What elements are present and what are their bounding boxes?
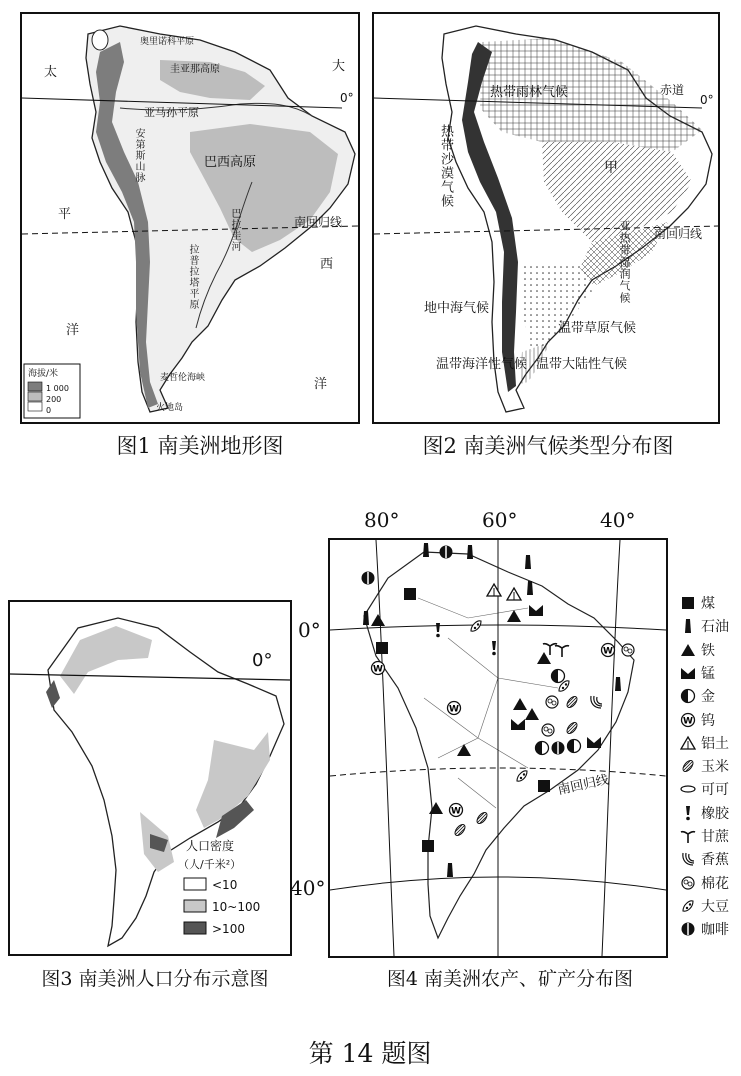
map1-magellan-label: 麦哲伦海峡 xyxy=(160,373,206,383)
map4-lon-80: 80° xyxy=(364,508,400,532)
gold-icon xyxy=(568,740,581,753)
coal-icon xyxy=(422,840,434,852)
map1-tropic-label: 南回归线 xyxy=(294,215,343,229)
map4-legend-label: 香蕉 xyxy=(701,852,729,869)
coal-icon xyxy=(404,588,416,600)
svg-text:W: W xyxy=(373,664,383,675)
resource-map xyxy=(328,538,668,958)
oil-icon xyxy=(423,543,429,557)
oil-icon xyxy=(467,545,473,559)
map4-legend-label: 金 xyxy=(701,689,715,706)
population-map xyxy=(8,600,292,956)
map4-legend-item xyxy=(680,710,715,730)
cocoa-icon xyxy=(680,781,696,797)
map1-legend-level-0: 0 xyxy=(46,406,52,415)
banana-icon xyxy=(680,851,696,867)
map1-ocean-pacific-1: 太 xyxy=(44,65,58,80)
map4-legend-item xyxy=(680,919,729,939)
map4-legend-label: 可可 xyxy=(701,782,729,799)
map4-legend-label: 钨 xyxy=(701,712,715,729)
cotton-icon xyxy=(622,644,634,656)
map4-legend-item xyxy=(680,779,729,799)
map1-guiana-label: 圭亚那高原 xyxy=(170,64,220,75)
map4-legend-label: 大豆 xyxy=(701,898,729,915)
map2-tropic-label: 南回归线 xyxy=(654,227,703,241)
map1-caption: 图1 南美洲地形图 xyxy=(116,434,284,458)
climate-map-svg xyxy=(372,12,720,424)
map4-legend-item xyxy=(680,873,729,893)
oil-icon xyxy=(363,611,369,625)
map1-legend-swatch-mid xyxy=(28,392,42,401)
map2-marine-label: 温带海洋性气候 xyxy=(436,357,528,372)
map4-legend-label: 石油 xyxy=(701,619,729,636)
coffee-icon xyxy=(680,921,696,937)
coffee-icon xyxy=(362,572,375,585)
map2-jia-label: 甲 xyxy=(604,160,618,176)
map4-legend-label: 甘蔗 xyxy=(701,829,729,845)
map4-legend-label: 锰 xyxy=(701,665,715,682)
map4-legend-item xyxy=(680,803,729,823)
tungsten-icon xyxy=(680,712,696,728)
map4-legend-item xyxy=(680,756,729,776)
svg-text:W: W xyxy=(683,716,693,726)
tungsten-icon xyxy=(448,702,461,715)
map4-lon-60: 60° xyxy=(482,508,518,532)
map1-icon-island xyxy=(92,30,108,50)
cotton-icon xyxy=(542,724,554,736)
tungsten-icon xyxy=(372,662,385,675)
map1-amazon-label: 亚马孙平原 xyxy=(144,106,199,119)
resource-map-svg xyxy=(328,538,668,958)
map4-legend-item xyxy=(680,826,729,846)
map3-legend-level-low: <10 xyxy=(212,878,238,892)
map4-legend-label: 咖啡 xyxy=(701,922,729,939)
map1-laplata-label: 拉普拉塔平原 xyxy=(187,244,198,310)
map1-legend-level-200: 200 xyxy=(46,395,62,404)
map4-legend-label: 玉米 xyxy=(701,759,729,776)
map4-legend-item xyxy=(680,896,729,916)
tungsten-icon xyxy=(602,644,615,657)
map4-legend xyxy=(680,593,741,953)
gold-icon xyxy=(536,742,549,755)
oil-icon xyxy=(615,677,621,691)
map3-equator-label: 0° xyxy=(252,650,273,671)
bauxite-icon xyxy=(680,735,696,751)
map1-ocean-atlantic-2: 西 xyxy=(320,257,334,272)
map2-mediterranean-label: 地中海气候 xyxy=(424,301,490,316)
map1-legend-level-1000: 1 000 xyxy=(46,384,69,393)
map3-legend-swatch-high xyxy=(184,922,206,934)
sugarcane-icon xyxy=(680,828,696,844)
map1-paraguay-label: 巴拉圭河 xyxy=(229,208,240,252)
map4-lon-40: 40° xyxy=(600,508,636,532)
map4-legend-item xyxy=(680,663,715,683)
map4-legend-item xyxy=(680,733,729,753)
map1-orinoco-label: 奥里诺科平原 xyxy=(140,37,195,47)
map1-legend-title: 海拔/米 xyxy=(28,369,59,379)
rubber-icon xyxy=(680,805,696,821)
coffee-icon xyxy=(552,742,565,755)
corn-icon xyxy=(680,758,696,774)
map3-legend-unit: （人/千米²） xyxy=(178,858,242,871)
figure-number: 第 14 题图 xyxy=(308,1039,432,1068)
map4-legend-label: 棉花 xyxy=(701,875,729,892)
map4-legend-item xyxy=(680,640,715,660)
map4-lat-40: 40° xyxy=(290,876,326,900)
map3-caption: 图3 南美洲人口分布示意图 xyxy=(41,968,269,990)
cotton-icon xyxy=(680,875,696,891)
map4-legend-item xyxy=(680,616,729,636)
svg-text:W: W xyxy=(451,806,461,817)
terrain-map-svg xyxy=(20,12,360,424)
terrain-map xyxy=(20,12,360,424)
map4-tropic-label: 南回归线 xyxy=(556,772,611,799)
map1-brazil-label: 巴西高原 xyxy=(204,155,257,170)
coffee-icon xyxy=(440,546,453,559)
map4-legend-item xyxy=(680,686,715,706)
map4-legend-item xyxy=(680,849,729,869)
tungsten-icon xyxy=(450,804,463,817)
map1-legend-swatch-low xyxy=(28,402,42,411)
oil-icon xyxy=(447,863,453,877)
map1-ocean-atlantic-1: 大 xyxy=(332,59,346,74)
iron-icon xyxy=(680,642,696,658)
map1-tierra-label: 火地岛 xyxy=(156,403,184,413)
map3-legend-level-mid: 10~100 xyxy=(212,900,261,914)
map2-humid-subtropical-label: 亚热带湿润气候 xyxy=(618,220,631,304)
map1-ocean-pacific-2: 平 xyxy=(58,207,72,222)
oil-icon xyxy=(680,618,696,634)
gold-icon xyxy=(552,670,565,683)
map2-desert-label: 热带沙漠气候 xyxy=(438,124,453,208)
map1-equator-label: 0° xyxy=(340,91,354,105)
oil-icon xyxy=(527,581,533,595)
coal-icon xyxy=(538,780,550,792)
map4-legend-label: 煤 xyxy=(701,596,715,612)
map4-legend-label: 橡胶 xyxy=(701,805,729,822)
coal-icon xyxy=(680,595,696,611)
climate-map xyxy=(372,12,720,424)
map4-legend-item xyxy=(680,593,715,613)
map1-ocean-pacific-3: 洋 xyxy=(66,323,80,338)
map3-legend-swatch-low xyxy=(184,878,206,890)
soybean-icon xyxy=(680,898,696,914)
map2-rainforest-label: 热带雨林气候 xyxy=(490,85,569,100)
map1-legend-swatch-high xyxy=(28,382,42,391)
map2-equator-text: 赤道 xyxy=(660,83,685,97)
manganese-icon xyxy=(680,665,696,681)
map2-continental-label: 温带大陆性气候 xyxy=(536,357,628,372)
map4-caption: 图4 南美洲农产、矿产分布图 xyxy=(386,968,634,990)
map3-legend-title: 人口密度 xyxy=(186,839,235,853)
map4-legend-label: 铝土 xyxy=(701,735,729,752)
gold-icon xyxy=(680,688,696,704)
population-map-svg xyxy=(8,600,292,956)
map2-caption: 图2 南美洲气候类型分布图 xyxy=(422,434,674,458)
map1-ocean-atlantic-3: 洋 xyxy=(314,377,328,392)
map2-equator-degree: 0° xyxy=(700,93,714,107)
map3-legend-level-high: >100 xyxy=(212,922,245,936)
svg-text:W: W xyxy=(603,646,613,657)
map4-lat-0: 0° xyxy=(298,618,321,642)
map2-grassland-label: 温带草原气候 xyxy=(558,321,637,336)
oil-icon xyxy=(525,555,531,569)
cotton-icon xyxy=(546,696,558,708)
map1-andes-label: 安第斯山脉 xyxy=(133,128,144,183)
map3-legend-swatch-mid xyxy=(184,900,206,912)
map4-legend-label: 铁 xyxy=(701,642,715,659)
coal-icon xyxy=(376,642,388,654)
svg-text:W: W xyxy=(449,704,459,715)
